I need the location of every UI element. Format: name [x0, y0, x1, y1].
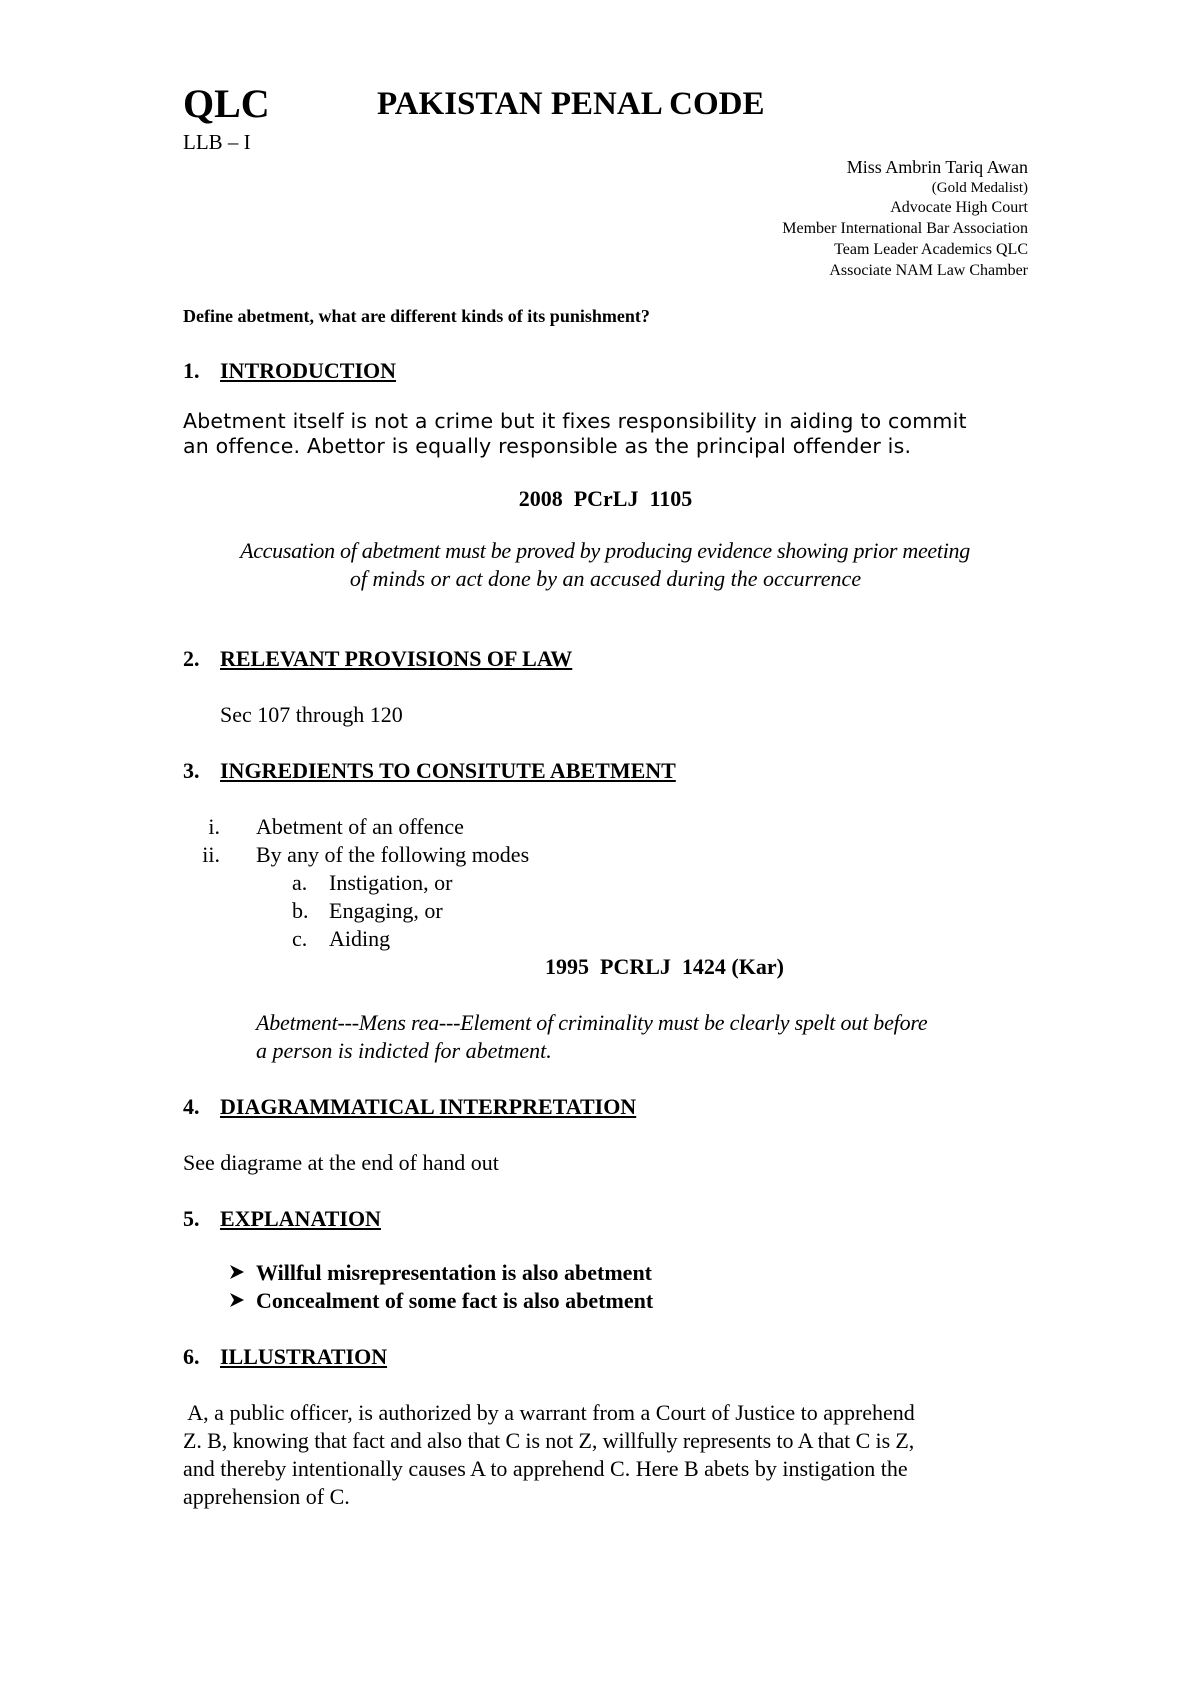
section-6-number: 6.: [183, 1344, 200, 1369]
section-6-heading: ILLUSTRATION: [220, 1344, 388, 1369]
illustration-line: apprehension of C.: [183, 1484, 350, 1509]
ingredients-quote-line-1: Abetment---Mens rea---Element of criminality must be clearly spelt out before: [256, 1010, 928, 1035]
mode-item: Engaging, or: [329, 898, 443, 923]
author-line-3: Team Leader Academics QLC: [834, 241, 1028, 258]
author-name: Miss Ambrin Tariq Awan: [846, 157, 1028, 177]
section-1-number: 1.: [183, 358, 200, 383]
ingredient-item: Abetment of an offence: [256, 814, 464, 839]
logo-qlc: QLC: [183, 81, 270, 126]
course-label: LLB – I: [183, 130, 251, 154]
explanation-bullet: Concealment of some fact is also abetment: [256, 1288, 654, 1313]
author-line-2: Member International Bar Association: [782, 220, 1028, 237]
arrow-bullet-icon: [228, 1263, 246, 1281]
illustration-line: A, a public officer, is authorized by a warrant from a Court of Justice to apprehend: [183, 1400, 915, 1425]
mode-marker: b.: [292, 898, 309, 923]
author-line-1: Advocate High Court: [890, 199, 1028, 216]
illustration-line: and thereby intentionally causes A to apprehend C. Here B abets by instigation the: [183, 1456, 908, 1481]
section-2-heading: RELEVANT PROVISIONS OF LAW: [220, 646, 573, 671]
illustration-line: Z. B, knowing that fact and also that C is not Z, willfully represents to A that C is Z,: [183, 1428, 915, 1453]
author-distinction: (Gold Medalist): [931, 180, 1028, 196]
question: Define abetment, what are different kinds of its punishment?: [183, 306, 650, 326]
mode-marker: a.: [292, 870, 308, 895]
mode-marker: c.: [292, 926, 308, 951]
section-4-number: 4.: [183, 1094, 200, 1119]
arrow-bullet-icon: [228, 1291, 246, 1309]
section-1-heading: INTRODUCTION: [220, 358, 397, 383]
section-5-number: 5.: [183, 1206, 200, 1231]
mode-item: Aiding: [329, 926, 391, 951]
section-4-heading: DIAGRAMMATICAL INTERPRETATION: [220, 1094, 637, 1119]
provisions-text: Sec 107 through 120: [220, 702, 403, 727]
section-2-number: 2.: [183, 646, 200, 671]
intro-quote-line-2: of minds or act done by an accused during the occurrence: [349, 566, 862, 591]
explanation-bullet: Willful misrepresentation is also abetment: [256, 1260, 652, 1285]
mode-item: Instigation, or: [329, 870, 453, 895]
intro-paragraph-line-1: Abetment itself is not a crime but it fixes responsibility in aiding to commit: [183, 409, 967, 433]
ingredients-quote-line-2: a person is indicted for abetment.: [256, 1038, 552, 1063]
document-title: PAKISTAN PENAL CODE: [377, 86, 765, 122]
ingredient-marker: i.: [208, 814, 220, 839]
diagram-note: See diagrame at the end of hand out: [183, 1150, 499, 1175]
citation-2008: 2008 PCrLJ 1105: [518, 486, 693, 511]
section-3-number: 3.: [183, 758, 200, 783]
citation-1995: 1995 PCRLJ 1424 (Kar): [545, 954, 784, 979]
intro-quote-line-1: Accusation of abetment must be proved by producing evidence showing prior meeting: [240, 538, 970, 563]
ingredient-marker: ii.: [202, 842, 220, 867]
intro-paragraph-line-2: an offence. Abettor is equally responsible as the principal offender is.: [183, 434, 912, 458]
section-5-heading: EXPLANATION: [220, 1206, 381, 1231]
ingredient-item: By any of the following modes: [256, 842, 530, 867]
section-3-heading: INGREDIENTS TO CONSITUTE ABETMENT: [220, 758, 676, 783]
author-line-4: Associate NAM Law Chamber: [829, 262, 1028, 279]
